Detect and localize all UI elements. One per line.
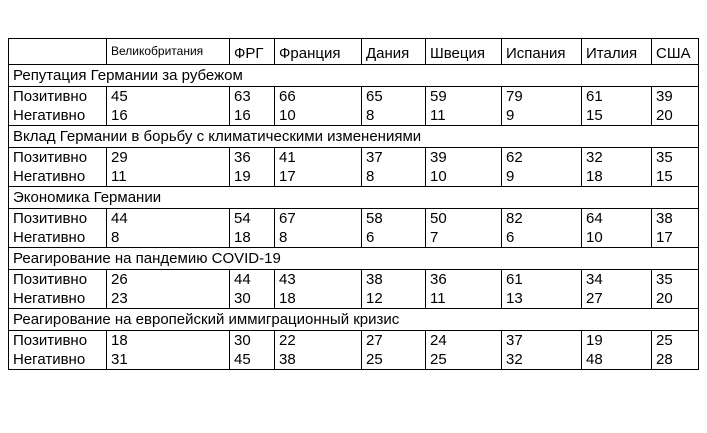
value-cell: 27 — [582, 289, 652, 309]
value-cell: 6 — [502, 228, 582, 248]
column-header: Италия — [582, 39, 652, 65]
value-cell: 67 — [275, 209, 362, 229]
value-cell: 22 — [275, 331, 362, 351]
section-title: Реагирование на европейский иммиграционный кризис — [9, 309, 699, 331]
row-label: Негативно — [9, 289, 107, 309]
column-header: США — [652, 39, 699, 65]
value-cell: 63 — [230, 87, 275, 107]
value-cell: 65 — [362, 87, 426, 107]
section-title: Реагирование на пандемию COVID-19 — [9, 248, 699, 270]
value-cell: 20 — [652, 106, 699, 126]
value-cell: 64 — [582, 209, 652, 229]
value-cell: 26 — [107, 270, 230, 290]
value-cell: 38 — [652, 209, 699, 229]
value-cell: 25 — [652, 331, 699, 351]
value-cell: 35 — [652, 270, 699, 290]
value-cell: 18 — [275, 289, 362, 309]
survey-table — [8, 38, 699, 370]
value-cell: 44 — [230, 270, 275, 290]
value-cell: 6 — [362, 228, 426, 248]
value-cell: 32 — [582, 148, 652, 168]
value-cell: 43 — [275, 270, 362, 290]
value-cell: 23 — [107, 289, 230, 309]
value-cell: 19 — [230, 167, 275, 187]
value-cell: 39 — [426, 148, 502, 168]
value-cell: 20 — [652, 289, 699, 309]
value-cell: 12 — [362, 289, 426, 309]
value-cell: 18 — [107, 331, 230, 351]
column-header: Испания — [502, 39, 582, 65]
value-cell: 11 — [426, 289, 502, 309]
value-cell: 41 — [275, 148, 362, 168]
table-row — [9, 289, 699, 309]
value-cell: 32 — [502, 350, 582, 370]
row-label: Позитивно — [9, 87, 107, 107]
column-header: Великобритания — [107, 39, 230, 65]
value-cell: 8 — [362, 167, 426, 187]
value-cell: 8 — [107, 228, 230, 248]
value-cell: 58 — [362, 209, 426, 229]
table-row — [9, 350, 699, 370]
value-cell: 36 — [426, 270, 502, 290]
value-cell: 25 — [362, 350, 426, 370]
row-label: Негативно — [9, 350, 107, 370]
value-cell: 17 — [275, 167, 362, 187]
value-cell: 82 — [502, 209, 582, 229]
row-label: Негативно — [9, 167, 107, 187]
value-cell: 48 — [582, 350, 652, 370]
value-cell: 28 — [652, 350, 699, 370]
value-cell: 39 — [652, 87, 699, 107]
column-header: Дания — [362, 39, 426, 65]
value-cell: 13 — [502, 289, 582, 309]
value-cell: 16 — [107, 106, 230, 126]
column-header: Франция — [275, 39, 362, 65]
table-row — [9, 87, 699, 107]
value-cell: 61 — [502, 270, 582, 290]
table-row — [9, 209, 699, 229]
value-cell: 10 — [275, 106, 362, 126]
value-cell: 7 — [426, 228, 502, 248]
value-cell: 16 — [230, 106, 275, 126]
value-cell: 54 — [230, 209, 275, 229]
row-label: Негативно — [9, 228, 107, 248]
column-header: Швеция — [426, 39, 502, 65]
section-row — [9, 309, 699, 331]
value-cell: 18 — [582, 167, 652, 187]
row-label: Позитивно — [9, 270, 107, 290]
value-cell: 45 — [107, 87, 230, 107]
value-cell: 8 — [362, 106, 426, 126]
survey-table-container — [8, 38, 698, 370]
value-cell: 29 — [107, 148, 230, 168]
value-cell: 66 — [275, 87, 362, 107]
section-title: Экономика Германии — [9, 187, 699, 209]
row-label: Негативно — [9, 106, 107, 126]
value-cell: 37 — [362, 148, 426, 168]
section-title: Вклад Германии в борьбу с климатическими изменениями — [9, 126, 699, 148]
value-cell: 38 — [275, 350, 362, 370]
row-label: Позитивно — [9, 331, 107, 351]
header-row — [9, 39, 699, 65]
column-header: ФРГ — [230, 39, 275, 65]
value-cell: 15 — [652, 167, 699, 187]
value-cell: 36 — [230, 148, 275, 168]
value-cell: 25 — [426, 350, 502, 370]
value-cell: 9 — [502, 106, 582, 126]
row-label: Позитивно — [9, 209, 107, 229]
value-cell: 50 — [426, 209, 502, 229]
table-row — [9, 228, 699, 248]
value-cell: 30 — [230, 331, 275, 351]
value-cell: 34 — [582, 270, 652, 290]
section-title: Репутация Германии за рубежом — [9, 65, 699, 87]
value-cell: 44 — [107, 209, 230, 229]
value-cell: 15 — [582, 106, 652, 126]
value-cell: 61 — [582, 87, 652, 107]
row-label: Позитивно — [9, 148, 107, 168]
value-cell: 30 — [230, 289, 275, 309]
header-empty-cell — [9, 39, 107, 65]
value-cell: 27 — [362, 331, 426, 351]
table-row — [9, 148, 699, 168]
value-cell: 31 — [107, 350, 230, 370]
value-cell: 62 — [502, 148, 582, 168]
value-cell: 37 — [502, 331, 582, 351]
value-cell: 45 — [230, 350, 275, 370]
value-cell: 8 — [275, 228, 362, 248]
table-row — [9, 331, 699, 351]
value-cell: 79 — [502, 87, 582, 107]
section-row — [9, 126, 699, 148]
table-row — [9, 167, 699, 187]
value-cell: 24 — [426, 331, 502, 351]
value-cell: 11 — [426, 106, 502, 126]
value-cell: 59 — [426, 87, 502, 107]
table-row — [9, 106, 699, 126]
value-cell: 19 — [582, 331, 652, 351]
value-cell: 9 — [502, 167, 582, 187]
value-cell: 38 — [362, 270, 426, 290]
value-cell: 35 — [652, 148, 699, 168]
value-cell: 17 — [652, 228, 699, 248]
value-cell: 10 — [582, 228, 652, 248]
value-cell: 18 — [230, 228, 275, 248]
value-cell: 11 — [107, 167, 230, 187]
table-row — [9, 270, 699, 290]
section-row — [9, 248, 699, 270]
section-row — [9, 65, 699, 87]
section-row — [9, 187, 699, 209]
value-cell: 10 — [426, 167, 502, 187]
